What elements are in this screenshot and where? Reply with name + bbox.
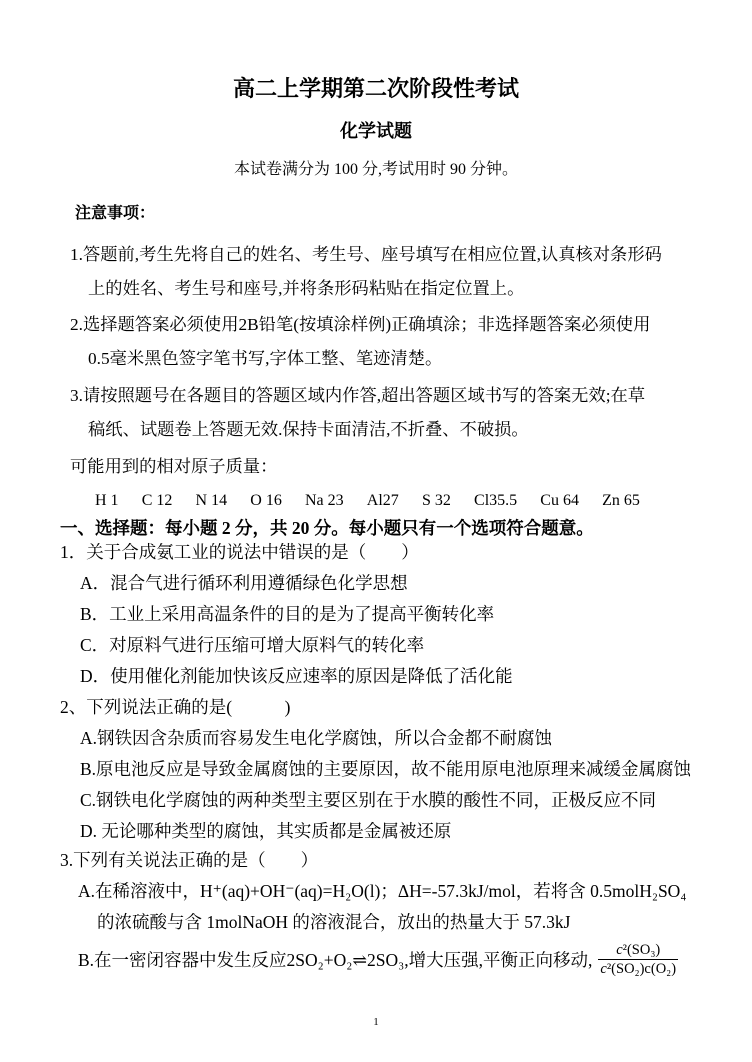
atomic-mass-item: O 16	[250, 492, 282, 509]
option-a-line: A.在稀溶液中，H⁺(aq)+OH⁻(aq)=H₂O(l)；ΔH=-57.3kJ/mol，若将含 0.5molH₂SO₄	[78, 881, 687, 901]
option-c: C.钢铁电化学腐蚀的两种类型主要区别在于水膜的酸性不同，正极反应不同	[80, 790, 657, 810]
option-d: D. 无论哪种类型的腐蚀，其实质都是金属被还原	[80, 821, 452, 841]
equilibrium-expression-fraction	[598, 942, 678, 977]
exam-intro: 本试卷满分为 100 分,考试用时 90 分钟。	[233, 161, 518, 178]
option-b: B．工业上采用高温条件的目的是为了提高平衡转化率	[80, 604, 495, 624]
question-2	[60, 698, 691, 853]
notice-heading: 注意事项：	[75, 205, 156, 222]
option-a: A．混合气进行循环利用遵循绿色化学思想	[80, 573, 408, 593]
atomic-mass-item: Na 23	[304, 492, 344, 509]
fraction-numerator: c²(SO₃)	[616, 941, 661, 958]
atomic-mass-item: H 1	[95, 492, 119, 509]
atomic-mass-item: Cl35.5	[474, 492, 518, 509]
question-3	[60, 851, 686, 944]
notice-item-3	[70, 387, 645, 455]
question-stem: 3.下列有关说法正确的是（ ）	[60, 850, 319, 870]
atomic-mass-item: C 12	[141, 492, 173, 509]
notice-item-text: 1.答题前,考生先将自己的姓名、考生号、座号填写在相应位置,认真核对条形码	[70, 245, 662, 264]
atomic-mass-label: 可能用到的相对原子质量：	[70, 457, 278, 476]
option-a-line: 的浓硫酸与含 1molNaOH 的溶液混合，放出的热量大于 57.3kJ	[97, 912, 571, 932]
page-number: 1	[373, 1016, 379, 1028]
question-stem: 1．关于合成氨工业的说法中错误的是（ ）	[60, 542, 419, 562]
atomic-mass-item: N 14	[195, 492, 228, 509]
section-1-heading: 一、选择题：每小题 2 分，共 20 分。每小题只有一个选项符合题意。	[60, 518, 594, 538]
option-b-text: B.在一密闭容器中发生反应2SO₂+O₂⇌2SO₃,增大压强,平衡正向移动,	[78, 949, 593, 970]
atomic-mass-item: S 32	[421, 492, 451, 509]
notice-item-text: 0.5毫米黑色签字笔书写,字体工整、笔迹清楚。	[88, 349, 443, 368]
atomic-mass-item: Cu 64	[540, 492, 579, 509]
notice-item-2	[70, 316, 650, 384]
notice-item-1	[70, 246, 662, 314]
exam-title: 高二上学期第二次阶段性考试	[232, 76, 519, 101]
notice-item-text: 上的姓名、考生号和座号,并将条形码粘贴在指定位置上。	[88, 279, 525, 298]
fraction-denominator: c²(SO₂)c(O₂)	[600, 960, 677, 977]
question-stem: 2、下列说法正确的是( )	[60, 697, 291, 717]
option-c: C．对原料气进行压缩可增大原料气的转化率	[80, 635, 425, 655]
notice-item-text: 稿纸、试题卷上答题无效.保持卡面清洁,不折叠、不破损。	[88, 420, 529, 439]
exam-subject: 化学试题	[340, 121, 412, 141]
atomic-mass-list	[95, 492, 640, 510]
notice-item-text: 3.请按照题号在各题目的答题区域内作答,超出答题区域书写的答案无效;在草	[70, 386, 646, 405]
option-a: A.钢铁因含杂质而容易发生电化学腐蚀，所以合金都不耐腐蚀	[80, 728, 553, 748]
atomic-mass-item: Al27	[366, 492, 399, 509]
option-b	[78, 940, 678, 978]
atomic-mass-item: Zn 65	[602, 492, 640, 509]
option-d: D．使用催化剂能加快该反应速率的原因是降低了活化能	[80, 666, 513, 686]
notice-item-text: 2.选择题答案必须使用2B铅笔(按填涂样例)正确填涂；非选择题答案必须使用	[70, 315, 651, 334]
option-a	[60, 882, 686, 944]
option-b: B.原电池反应是导致金属腐蚀的主要原因，故不能用原电池原理来减缓金属腐蚀	[80, 759, 692, 779]
question-1	[60, 543, 513, 698]
